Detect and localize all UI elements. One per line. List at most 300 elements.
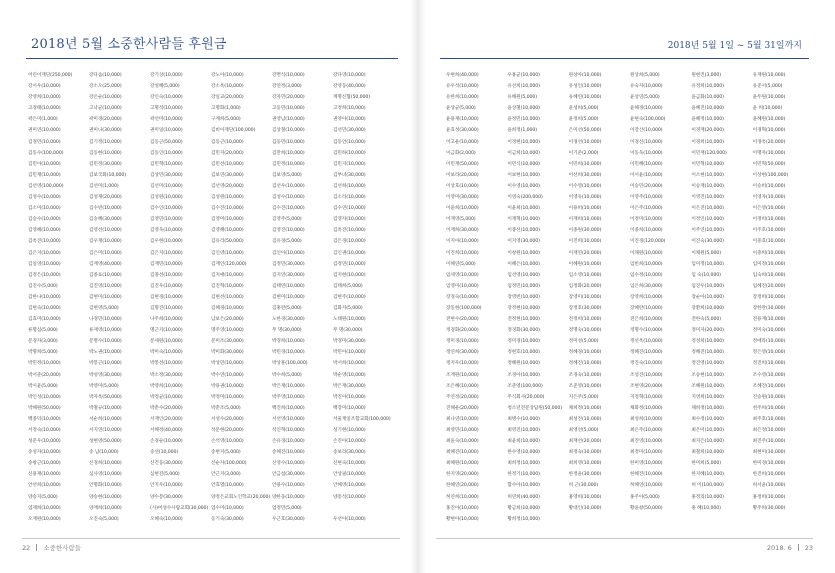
donor-entry: 손유경(10,000) (272, 439, 305, 445)
donor-entry: 장혜란(10,000) (629, 305, 663, 311)
donor-entry: 양정은교회노인학교(20,000) (211, 494, 271, 500)
donor-entry: 황윤창(50,000) (629, 505, 663, 511)
donor-entry: 노한경(30,000) (272, 317, 305, 323)
donor-entry: 정진영(10,000) (691, 361, 724, 367)
donor-entry: 이민재(50,000) (446, 161, 479, 167)
donor-entry: 이채원(10,000) (629, 250, 663, 256)
donor-entry: 김지애(10,000) (211, 272, 244, 278)
donor-entry: 김효미(10,000) (28, 317, 61, 323)
donor-entry: 이재연(20,000) (568, 250, 602, 256)
donor-entry: 박상민(10,000) (211, 361, 244, 367)
donor-entry: 옹기숙(30,000) (211, 516, 244, 522)
running-title: 소중한사람들 (43, 544, 81, 552)
donor-entry: 심사영(10,000) (89, 472, 122, 478)
donor-entry: 임미정(10,000) (752, 261, 786, 267)
donor-entry: 지영희(10,000) (691, 394, 724, 400)
donor-entry: 김은경(10,000) (333, 239, 366, 245)
donor-entry: 우근호(30,000) (272, 516, 305, 522)
donor-entry: 문경자(3,000) (28, 339, 58, 345)
donor-entry: 황주희(30,000) (752, 505, 786, 511)
donor-entry: 이혜은(10,000) (507, 261, 540, 267)
donor-entry: 양한웅(10,000) (272, 494, 305, 500)
donor-entry: 권미연(10,000) (28, 128, 61, 134)
donor-entry: 김수진(10,000) (211, 206, 244, 212)
donor-entry: 성준우(10,000) (28, 439, 61, 445)
donor-entry: 진승원(10,000) (752, 394, 786, 400)
donor-entry: 엄수미(10,000) (211, 505, 244, 511)
donor-entry: 이용희(10,000) (568, 206, 602, 212)
donor-entry: 백종덕(10,000) (28, 416, 61, 422)
donor-entry: 이상현(100,000) (752, 172, 789, 178)
donor-entry: 한혜진(10,000) (629, 472, 663, 478)
donor-entry: 강성혜(5,000) (150, 84, 180, 90)
donor-entry: 정애라(10,000) (752, 339, 786, 345)
donor-entry: 한지영(20,000) (446, 472, 479, 478)
donor-entry: 임미정(10,000) (691, 261, 724, 267)
donor-entry: 김민재(10,000) (28, 172, 61, 178)
donor-entry: 손진아(10,000) (333, 439, 366, 445)
donor-entry: 서재인(20,000) (150, 416, 183, 422)
donor-entry: 김영주(5,000) (272, 217, 302, 223)
donor-entry: 정명숙(10,000) (568, 328, 602, 334)
donor-entry: 홍정희(10,000) (752, 494, 786, 500)
donor-entry: 최지은(10,000) (691, 439, 724, 445)
donor-entry: 이경신(10,000) (629, 139, 663, 145)
donor-entry: 이은영(10,000) (752, 206, 786, 212)
donor-entry: 김동언(10,000) (333, 139, 366, 145)
donor-entry: 안지우(10,000) (150, 483, 183, 489)
donor-entry: 정선옥(10,000) (629, 339, 663, 345)
donor-entry: 최은주(10,000) (629, 428, 663, 433)
donor-entry: 정미경(10,000) (446, 339, 479, 345)
donor-entry: 김상민(30,000) (150, 172, 183, 178)
donor-entry: 임영미(10,000) (446, 283, 479, 289)
donor-entry: 윤상균(5,000) (446, 106, 476, 112)
donor-entry: 정경화(30,000) (507, 328, 540, 334)
donor-entry: 이상호(10,000) (446, 183, 479, 189)
donor-entry: 정혜경(10,000) (568, 350, 602, 356)
donor-entry: 이민혁(10,000) (691, 161, 724, 167)
donor-entry: 허서윤(10,000) (752, 483, 786, 489)
donor-entry: 한미경(10,000) (752, 461, 786, 467)
donor-entry: 이고운(10,000) (446, 139, 479, 145)
donor-entry: 송해진(10,000) (272, 450, 305, 456)
donor-entry: 김민정(10,000) (272, 161, 305, 167)
donor-entry: 이기준(2,000) (568, 150, 599, 156)
donor-entry: 이수영(10,000) (568, 183, 602, 189)
donor-entry: 윤두원(10,000) (752, 95, 786, 101)
donor-entry: 고경태(10,000) (28, 106, 61, 112)
donor-entry: 성기현(10,000) (333, 428, 366, 433)
donor-entry: 백장미(10,000) (333, 405, 366, 411)
donor-entry: 황대인(10,000) (568, 505, 602, 511)
donor-entry: 안명화(10,000) (89, 483, 122, 489)
donor-entry: 이명자(10,000) (752, 150, 786, 156)
donor-entry: 김수연(10,000) (333, 206, 366, 212)
donor-entry: 정진숙(10,000) (629, 361, 663, 367)
donor-entry: 김수진(10,000) (272, 206, 305, 212)
donor-entry: 유정희(10,000) (691, 84, 724, 90)
donor-entry: 정경화(20,000) (446, 328, 479, 334)
donor-entry: 이민식(10,000) (507, 161, 540, 167)
donor-entry: 허 이(100,000) (691, 483, 724, 489)
donor-entry: 나주희(10,000) (150, 317, 183, 323)
donor-entry: 신용재(10,000) (28, 472, 61, 478)
donor-entry: 박용권(10,000) (211, 383, 244, 389)
donor-entry: 석문현(20,000) (211, 428, 244, 433)
donor-entry: 이영미(30,000) (446, 195, 479, 201)
donor-entry: 홍 혜(10,000) (691, 505, 721, 511)
donor-entry: 안금섭(30,000) (272, 472, 305, 478)
donor-entry: 최윤희(10,000) (507, 439, 540, 445)
donor-entry: 김수빈(10,000) (89, 206, 122, 212)
donor-entry: 임세영(10,000) (446, 272, 479, 278)
donor-entry: 고동민(10,000) (272, 106, 305, 112)
donor-entry: 김소라(10,000) (333, 195, 366, 201)
donor-entry: 김선희(10,000) (333, 183, 366, 189)
donor-entry: 이소현(10,000) (691, 172, 724, 178)
donor-entry: 신현숙(10,000) (333, 461, 366, 467)
donor-entry: 윤현숙(100,000) (629, 117, 666, 123)
title-rule (26, 58, 398, 59)
donor-entry: 원현진(3,000) (691, 73, 721, 78)
donor-entry: 안상필(10,000) (333, 472, 366, 478)
donor-entry: 이주연(10,000) (691, 228, 724, 234)
donor-entry: 장영미(10,000) (568, 294, 602, 300)
donor-entry: 유성인(10,000) (568, 84, 602, 90)
donor-entry: 최성진(10,000) (568, 416, 602, 422)
donor-entry: 서해정(40,000) (150, 428, 183, 433)
donor-entry: 박서희(10,000) (333, 361, 366, 367)
donor-entry: 홍정의(10,000) (691, 494, 724, 500)
donor-entry: 김현미(10,000) (272, 294, 305, 300)
donor-entry: 송보라(30,000) (333, 450, 366, 456)
donor-entry: 이진경(120,000) (629, 239, 666, 245)
page-footer-right (436, 538, 813, 561)
donor-entry: 한미희(5,000) (691, 461, 721, 467)
donor-entry: 곽선미(10,000) (150, 117, 183, 123)
donor-entry: 김지연(30,000) (272, 272, 305, 278)
donor-entry: 강자민(20,000) (272, 95, 305, 101)
donor-entry: 정혜진(10,000) (629, 350, 663, 356)
issue-date: 2018. 6 (766, 544, 792, 552)
donor-entry: 박자옥(50,000) (89, 394, 122, 400)
donor-entry: 최정미(10,000) (629, 450, 663, 456)
donor-entry: 송 남(10,000) (89, 450, 119, 456)
donor-entry: 이동욱(10,000) (629, 150, 663, 156)
donor-entry: 우홍균(10,000) (507, 73, 540, 78)
donor-entry: 김민정(30,000) (89, 161, 122, 167)
donor-entry: 서울재일조합교회(100,000) (333, 416, 391, 422)
donor-entry: 최병수(10,000) (507, 416, 540, 422)
donor-entry: 이종원(30,000) (568, 228, 602, 234)
donor-entry: 김성원(10,000) (211, 195, 244, 201)
donor-entry: 강면식(10,000) (272, 73, 305, 78)
donor-entry: 최희정(10,000) (507, 461, 540, 467)
donor-entry: 조혜원(10,000) (691, 383, 724, 389)
donor-entry: 박민정(10,000) (28, 361, 61, 367)
donor-entry: 박경미(30,000) (333, 339, 366, 345)
donor-entry: 조현영(20,000) (629, 383, 663, 389)
donor-entry: 이민혜(10,000) (629, 161, 663, 167)
donor-entry: 장정현(10,000) (507, 305, 540, 311)
donor-entry: 엄정민(5,000) (272, 505, 302, 511)
donor-entry: 송창근(10,000) (28, 461, 61, 467)
donor-entry: 박정균(10,000) (150, 394, 183, 400)
donor-entry: 문명수(10,000) (89, 339, 122, 345)
donor-entry: 문세원(10,000) (150, 339, 183, 345)
donor-entry: 김민혁(10,000) (150, 161, 183, 167)
donor-entry: 이은진(10,000) (691, 206, 724, 212)
donor-entry: 서지연(10,000) (89, 428, 122, 433)
donor-entry: 이경혁(10,000) (752, 128, 786, 134)
donor-entry: 김성수(10,000) (28, 195, 61, 201)
donor-entry: 명근지(10,000) (150, 328, 183, 334)
donor-entry: 정해진(10,000) (691, 350, 724, 356)
donor-entry: 우현희(40,000) (446, 73, 479, 78)
donor-entry: 최재선(20,000) (568, 439, 602, 445)
donor-entry: 이재희(30,000) (446, 228, 479, 234)
donor-entry: 권미나(30,000) (89, 128, 122, 134)
donor-entry: 박민아(10,000) (333, 350, 366, 356)
donor-entry: 박순영(10,000) (333, 372, 366, 378)
donor-entry: 무 명(30,000) (333, 328, 363, 334)
donor-entry: 이경현(10,000) (507, 139, 540, 145)
donor-entry: 박춘수(20,000) (150, 405, 183, 411)
donor-entry: 송선(10,000) (150, 450, 179, 456)
donor-entry: 유재원(10,000) (752, 73, 786, 78)
donor-entry: 이경재(20,000) (691, 128, 724, 134)
donor-entry: 유우석(10,000) (446, 84, 479, 90)
donor-entry: 박진아(10,000) (333, 394, 366, 400)
donor-entry: 최은미(10,000) (691, 428, 724, 433)
footer-divider (36, 544, 37, 551)
donor-entry: 이정희(10,000) (752, 217, 786, 223)
donor-entry: 최영진(10,000) (507, 428, 540, 433)
donor-entry: 김성수(10,000) (272, 195, 305, 201)
donor-entry: 손경순(10,000) (150, 439, 183, 445)
donor-entry: 채희정(10,000) (691, 405, 724, 411)
donor-entry: 유준서(5,000) (752, 84, 783, 90)
donor-entry: 조수영(10,000) (752, 372, 786, 378)
donor-entry: 한수영(10,000) (507, 450, 540, 456)
donor-entry: 강영희(10,000) (28, 95, 61, 101)
donor-entry: 백진희(10,000) (272, 405, 305, 411)
donor-entry: 최윤숙(10,000) (446, 439, 479, 445)
donor-entry: 김보국화(10,000) (89, 172, 126, 178)
donor-entry: 이보라(20,000) (446, 172, 479, 178)
donor-entry: 이지영(30,000) (507, 239, 540, 245)
donor-entry: 김영자(10,000) (333, 217, 366, 223)
donor-entry: 최진영(10,000) (629, 439, 663, 445)
donor-entry: 윤 희(10,000) (752, 106, 783, 112)
donor-entry: 청소년전문상담원(50,000) (507, 405, 563, 411)
donor-entry: 박정미(10,000) (211, 394, 244, 400)
donor-entry: 이보현(10,000) (507, 172, 540, 178)
donor-entry: 손석영(10,000) (211, 439, 244, 445)
donor-entry: 명주영(10,000) (211, 328, 244, 334)
donor-entry: 김선영(20,000) (211, 183, 244, 189)
donor-entry: 오진숙(5,000) (89, 516, 119, 522)
donor-entry: 서정숙(10,000) (28, 428, 61, 433)
donor-entry: 이민혁(50,000) (752, 161, 786, 167)
donor-entry: 최나연(10,000) (446, 416, 479, 422)
donor-entry: 신건웅(30,000) (150, 461, 183, 467)
title-rule (440, 58, 809, 59)
donor-entry: 이해연(5,000) (446, 261, 476, 267)
donor-entry: 김동수(100,000) (28, 150, 64, 156)
donor-entry: 한정기(10,000) (507, 472, 540, 478)
donor-entry: 정성희(10,000) (691, 339, 724, 345)
donor-entry: 이금화(2,000) (446, 150, 476, 156)
donor-entry: 이지아(10,000) (446, 239, 479, 245)
donor-entry: 장동현(100,000) (446, 305, 482, 311)
donor-entry: 박성영(30,000) (89, 372, 122, 378)
donor-entry: 은미선(50,000) (568, 128, 602, 134)
donor-entry: 김재인(120,000) (211, 261, 247, 267)
donor-entry: 엄재희(10,000) (28, 505, 61, 511)
donor-entry: 김진영(10,000) (89, 283, 122, 289)
donor-entry: 조승현(10,000) (691, 372, 724, 378)
donor-entry: 이혜원(10,000) (568, 261, 602, 267)
donor-entry: 전용재(10,000) (752, 317, 786, 323)
donor-entry: 전정희(10,000) (568, 317, 602, 323)
donor-entry: 노태원(10,000) (333, 317, 366, 323)
donor-entry (333, 503, 394, 514)
donor-entry: 김한나(10,000) (28, 294, 61, 300)
donor-entry: 김은지(10,000) (28, 250, 61, 256)
donor-entry: 계명신협(50,000) (333, 95, 370, 101)
donor-entry: 허연희(10,000) (446, 494, 479, 500)
donor-entry: 김선우(10,000) (272, 183, 305, 189)
donor-entry: 박민경(10,000) (272, 350, 305, 356)
donor-entry: 전정현(10,000) (507, 317, 540, 323)
donor-entry: 이충희(10,000) (752, 250, 786, 256)
donor-entry: 이서윤(10,000) (629, 172, 663, 178)
donor-entry (691, 514, 752, 525)
donor-entry: 박봉근(10,000) (89, 361, 122, 367)
donor-entry: 김소미(10,000) (28, 206, 61, 212)
donor-entry: 박봉선(10,000) (150, 361, 183, 367)
donor-entry: 강영동(40,000) (333, 84, 366, 90)
donor-entry: 곽미경(20,000) (89, 117, 122, 123)
donor-entry: 박소정(30,000) (150, 372, 183, 378)
donor-entry: 김유경(5,000) (272, 239, 302, 245)
donor-entry: 김현숙(10,000) (28, 305, 61, 311)
donor-entry: 신순자(100,000) (211, 461, 247, 467)
donor-entry: 전은희(10,000) (629, 317, 663, 323)
donor-entry (569, 514, 630, 525)
donor-entry: 김종표(10,000) (89, 272, 122, 278)
donor-entry: 박은재(30,000) (333, 383, 366, 389)
donor-entry: 윤희정(1,000) (507, 128, 537, 134)
donor-entry: 양흥석(10,000) (333, 494, 366, 500)
donor-entry: 류명심(5,000) (28, 328, 58, 334)
donor-entry: 김영민(10,000) (150, 217, 183, 223)
donor-entry: 최진주(10,000) (752, 439, 786, 445)
donor-entry: (사)여성수사람교회(30,000) (150, 505, 209, 511)
donor-entry: 박노권(10,000) (89, 350, 122, 356)
donor-entry: 양승현(10,000) (89, 494, 122, 500)
donor-entry: 김동인(10,000) (150, 150, 183, 156)
donor-entry: 김은지(10,000) (150, 250, 183, 256)
donor-entry: 윤효성(30,000) (446, 128, 479, 134)
donor-entry: 황희정(10,000) (507, 516, 540, 522)
donor-entry: 장경숙(10,000) (446, 294, 479, 300)
donor-entry: 김기정(10,000) (89, 139, 122, 145)
donor-entry: 서선영(10,000) (272, 416, 305, 422)
donor-entry: 김유리(50,000) (211, 239, 244, 245)
donor-entry: 박수희(5,000) (272, 372, 302, 378)
donor-entry: 이정인(10,000) (691, 217, 724, 223)
donor-entry: 최성희(10,000) (629, 416, 663, 422)
donor-entry: 정현호(10,000) (507, 350, 540, 356)
donor-entry: 임선영(10,000) (507, 272, 540, 278)
donor-entry: 신영수(10,000) (272, 461, 305, 467)
donor-entry: 김진우(10,000) (150, 283, 183, 289)
donor-entry: 김민하(10,000) (333, 150, 366, 156)
donor-entry: 어린이재단(250,000) (28, 73, 73, 78)
donor-entry: 김형진(10,000) (150, 305, 183, 311)
donor-entry: 강서우(10,000) (28, 84, 61, 90)
donor-entry: 김민선(10,000) (211, 161, 244, 167)
donor-entry: 김만희(10,000) (272, 150, 305, 156)
donor-entry: 이진숙(30,000) (691, 239, 724, 245)
donor-entry: 이은주(10,000) (629, 206, 663, 212)
donor-entry: 김수인(10,000) (150, 206, 183, 212)
donor-entry: 최은정(10,000) (752, 428, 786, 433)
donor-entry: 이민희(10,000) (568, 161, 602, 167)
donor-entry: 조경숙(10,000) (568, 372, 602, 378)
donor-entry: 이수영(10,000) (507, 183, 540, 189)
donor-entry: 윤성연(5,000) (629, 95, 660, 101)
donor-entry: 함수아(10,000) (507, 483, 540, 489)
donor-entry: 양재희(10,000) (89, 505, 122, 511)
donor-entry: 유한희(10,000) (446, 95, 479, 101)
donor-entry: 이승재(10,000) (691, 183, 724, 189)
donor-entry: 김진수(5,000) (28, 283, 58, 289)
donor-entry: 김영미(10,000) (211, 217, 244, 223)
donor-entry: 조계원(10,000) (446, 372, 479, 378)
donor-entry: 허 근(30,000) (568, 483, 599, 489)
donor-entry: 허혜연(10,000) (629, 483, 663, 489)
donor-entry: 안선희(10,000) (28, 483, 61, 489)
donor-entry: 이종선(10,000) (507, 228, 540, 234)
donor-entry: 강인숙(10,000) (150, 95, 183, 101)
donor-entry: 조성진(10,000) (629, 372, 663, 378)
donor-entry: 최혜원(10,000) (446, 461, 479, 467)
donor-entry: 구계희(5,000) (211, 117, 241, 123)
donor-entry: 홍영희(10,000) (568, 494, 602, 500)
donor-entry: 이영진(10,000) (691, 195, 724, 201)
donor-entry: 김비아재단(100,000) (211, 128, 256, 134)
donor-entry: 이승민(20,000) (629, 183, 663, 189)
donor-entry: 임소영(10,000) (568, 272, 602, 278)
donor-entry: 지정혁(10,000) (629, 394, 663, 400)
period-label: 2018년 5월 1일 ~ 5월 31일까지 (667, 41, 802, 51)
donor-entry: 윤혜진(10,000) (691, 106, 724, 112)
donor-entry: 임 숙(10,000) (691, 272, 721, 278)
donor-entry: 최영민(10,000) (446, 428, 479, 433)
donor-entry: 이영자(10,000) (752, 195, 786, 201)
donor-entry: 양승지(5,000) (28, 494, 58, 500)
donor-entry: 한혜연(20,000) (446, 483, 479, 489)
donor-entry: 김우재(10,000) (89, 239, 122, 245)
donor-entry: 윤상철(10,000) (507, 106, 540, 112)
donor-entry: 김민아(10,000) (28, 161, 61, 167)
donor-entry: 원상희(5,000) (629, 73, 660, 78)
donor-entry: 김태희(5,000) (333, 283, 363, 289)
